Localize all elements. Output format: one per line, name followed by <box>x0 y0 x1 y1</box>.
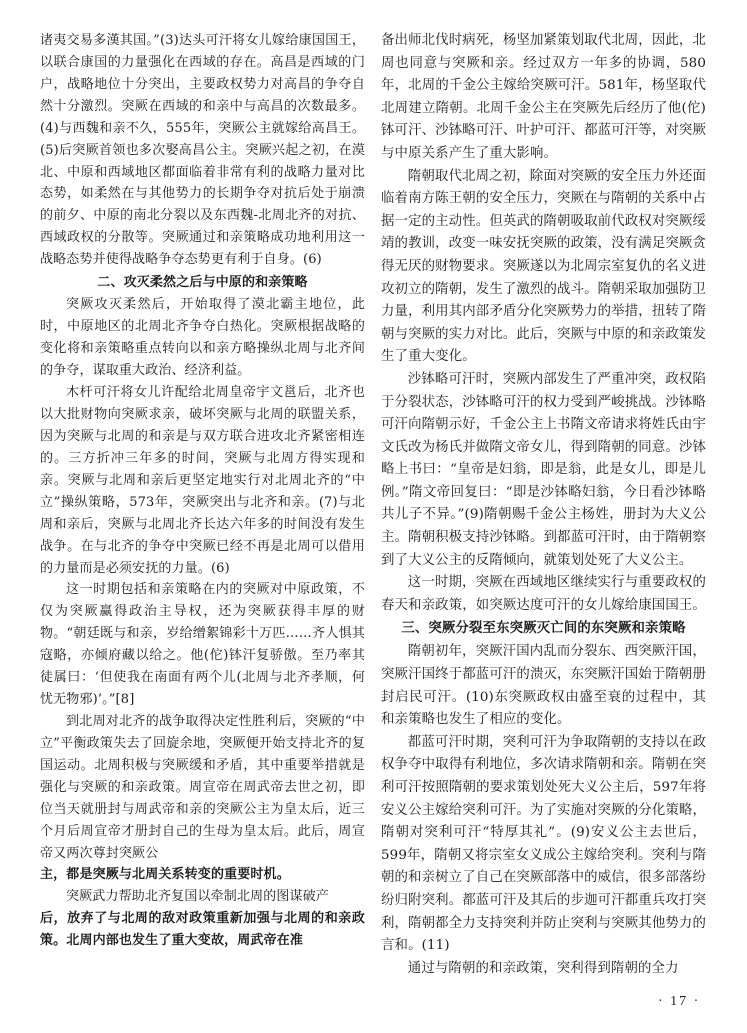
paragraph: 木杆可汗将女儿许配给北周皇帝宇文邕后，北齐也以大批财物向突厥求亲，破坏突厥与北周的联盟关系，因为突厥与北周的和亲是与双方联合进攻北齐紧密相连的。三方折冲三年多的时间，突厥与北周方得实现和亲。突厥与北周和亲后更坚定地实行对北周北齐的“中立”操纵策略，573年，突厥突出与北齐和亲。(7)与北周和亲后，突厥与北周北齐长达六年多的时间没有发生战争。在与北齐的争夺中突厥已经不再是北周可以借用的力量而是必须安抚的力量。(6) <box>40 385 365 576</box>
paragraph: 突厥武力帮助北齐复国以牵制北周的图谋破产 <box>66 889 330 905</box>
paragraph: 沙钵略可汗时，突厥内部发生了严重冲突，政权陷于分裂状态，沙钵略可汗的权力受到严峻挑战。沙钵略可汗向隋朝示好，千金公主上书隋文帝请求将姓氏由宇文氏改为杨氏并做隋文帝女儿，得到隋朝的同意。沙钵略上书曰：“皇帝是妇翁，即是翁，此是女儿，即是儿例。”隋文帝回复曰：“即是沙钵略妇翁，今日看沙钵略共儿子不异。”(9)隋朝赐千金公主杨姓，册封为大义公主。隋朝积极支持沙钵略。到都蓝可汗时，由于隋朝察到了大义公主的反隋倾向，就策划处死了大义公主。 <box>381 371 706 568</box>
paragraph: 备出师北伐时病死，杨坚加紧策划取代北周，因此，北周也同意与突厥和亲。经过双方一年多的协调，580年，北周的千金公主嫁给突厥可汗。581年，杨坚取代北周建立隋朝。北周千金公主在突厥先后经历了他(佗)钵可汗、沙钵略可汗、叶护可汗、都蓝可汗等，对突厥与中原关系产生了重大影响。 <box>381 33 706 161</box>
left-column <box>40 30 365 952</box>
section-heading: 三、突厥分裂至东突厥灭亡间的东突厥和亲策略 <box>401 621 686 637</box>
paragraph: 隋朝初年，突厥汗国内乱而分裂东、西突厥汗国，突厥汗国终于都蓝可汗的溃灭，东突厥汗国始于隋朝册封启民可汗。(10)东突厥政权由盛至衰的过程中，其和亲策略也发生了相应的变化。 <box>381 644 706 728</box>
section-heading: 二、攻灭柔然之后与中原的和亲策略 <box>97 275 308 291</box>
paragraph: 都蓝可汗时期，突利可汗为争取隋朝的支持以在政权争夺中取得有利地位，多次请求隋朝和亲。隋朝在突利可汗按照隋朝的要求策划处死大义公主后，597年将安义公主嫁给突利可汗。为了实施对突厥的分化策略，隋朝对突利可汗“特厚其礼”。(9)安义公主去世后，599年，隋朝又将宗室女义成公主嫁给突利。突利与隋朝的和亲树立了自己在突厥部落中的威信，很多部落纷纷归附突利。都蓝可汗及其后的步迦可汗都重兵攻打突利，隋朝都全力支持突利并防止突利与突厥其他势力的言和。(11) <box>381 734 706 954</box>
paragraph: 突厥攻灭柔然后，开始取得了漠北霸主地位，此时，中原地区的北周北齐争夺白热化。突厥根据战略的变化将和亲策略重点转向以和亲方略操纵北周与北齐间的争夺，谋取重大政治、经济利益。 <box>40 297 365 379</box>
paragraph: 到北周对北齐的战争取得决定性胜利后，突厥的“中立”平衡政策失去了回旋余地，突厥便开始支持北齐的复国运动。北周积极与突厥缓和矛盾，其中重要举措就是强化与突厥的和亲政策。周宣帝在周武帝去世之初，即位当天就册封与周武帝和亲的突厥公主为皇太后，近三个月后周宣帝才册封自己的生母为皇太后。此后，周宣帝又两次尊封突厥公 <box>40 713 365 861</box>
paragraph: 后，放弃了与北周的敌对政策重新加强与北周的和亲政策。北周内部也发生了重大变故，周武帝在准 <box>40 911 365 949</box>
paragraph: 隋朝取代北周之初，除面对突厥的安全压力外还面临着南方陈王朝的安全压力，突厥在与隋朝的关系中占据一定的主动性。但英武的隋朝吸取前代政权对突厥绥靖的教训，改变一味安抚突厥的政策，没有满足突厥贪得无厌的财物要求。突厥遂以为北周宗室复仇的名义进攻初立的隋朝，发生了激烈的战斗。隋朝采取加强防卫力量，利用其内部矛盾分化突厥势力的举措，扭转了隋朝与突厥的实力对比。此后，突厥与中原的和亲政策发生了重大变化。 <box>381 168 706 365</box>
paragraph: 这一时期包括和亲策略在内的突厥对中原政策，不仅为突厥赢得政治主导权，还为突厥获得丰厚的财物。“朝廷既与和亲，岁给缯絮锦彩十万匹……齐人惧其寇略，亦倾府藏以给之。他(佗)钵汗复骄傲。至乃率其徒属曰：‘但使我在南面有两个儿(北周与北齐孝顺，何忧无物邪)’。”[8] <box>40 582 365 708</box>
right-column <box>381 30 706 980</box>
paragraph: 通过与隋朝的和亲政策，突利得到隋朝的全力 <box>407 960 679 976</box>
paragraph: 主，都是突厥与北周关系转变的重要时机。 <box>40 867 290 883</box>
paragraph: 这一时期，突厥在西域地区继续实行与重要政权的春天和亲政策，如突厥达度可汗的女儿嫁给康国国王。 <box>381 575 706 613</box>
paragraph: 诸夷交易多漢其国。”(3)达头可汗将女儿嫁给康国国王，以联合康国的力量强化在西域的存在。高昌是西域的门户，战略地位十分突出，主要政权势力对高昌的争夺自然十分激烈。突厥在西域的和亲中与高昌的次数最多。(4)与西魏和亲不久，555年，突厥公主就嫁给高昌王。(5)后突厥首领也多次娶高昌公主。突厥兴起之初，在漠北、中原和西域地区都面临着非常有利的战略力量对比态势，如柔然在与其他势力的长期争夺对抗后处于崩溃的前夕、中原的南北分裂以及东西魏-北周北齐的对抗、西域政权的分散等。突厥通过和亲策略成功地利用这一战略态势并使得战略争夺态势更有利于自身。(6) <box>40 33 365 268</box>
page-number: · 17 · <box>658 994 701 1009</box>
